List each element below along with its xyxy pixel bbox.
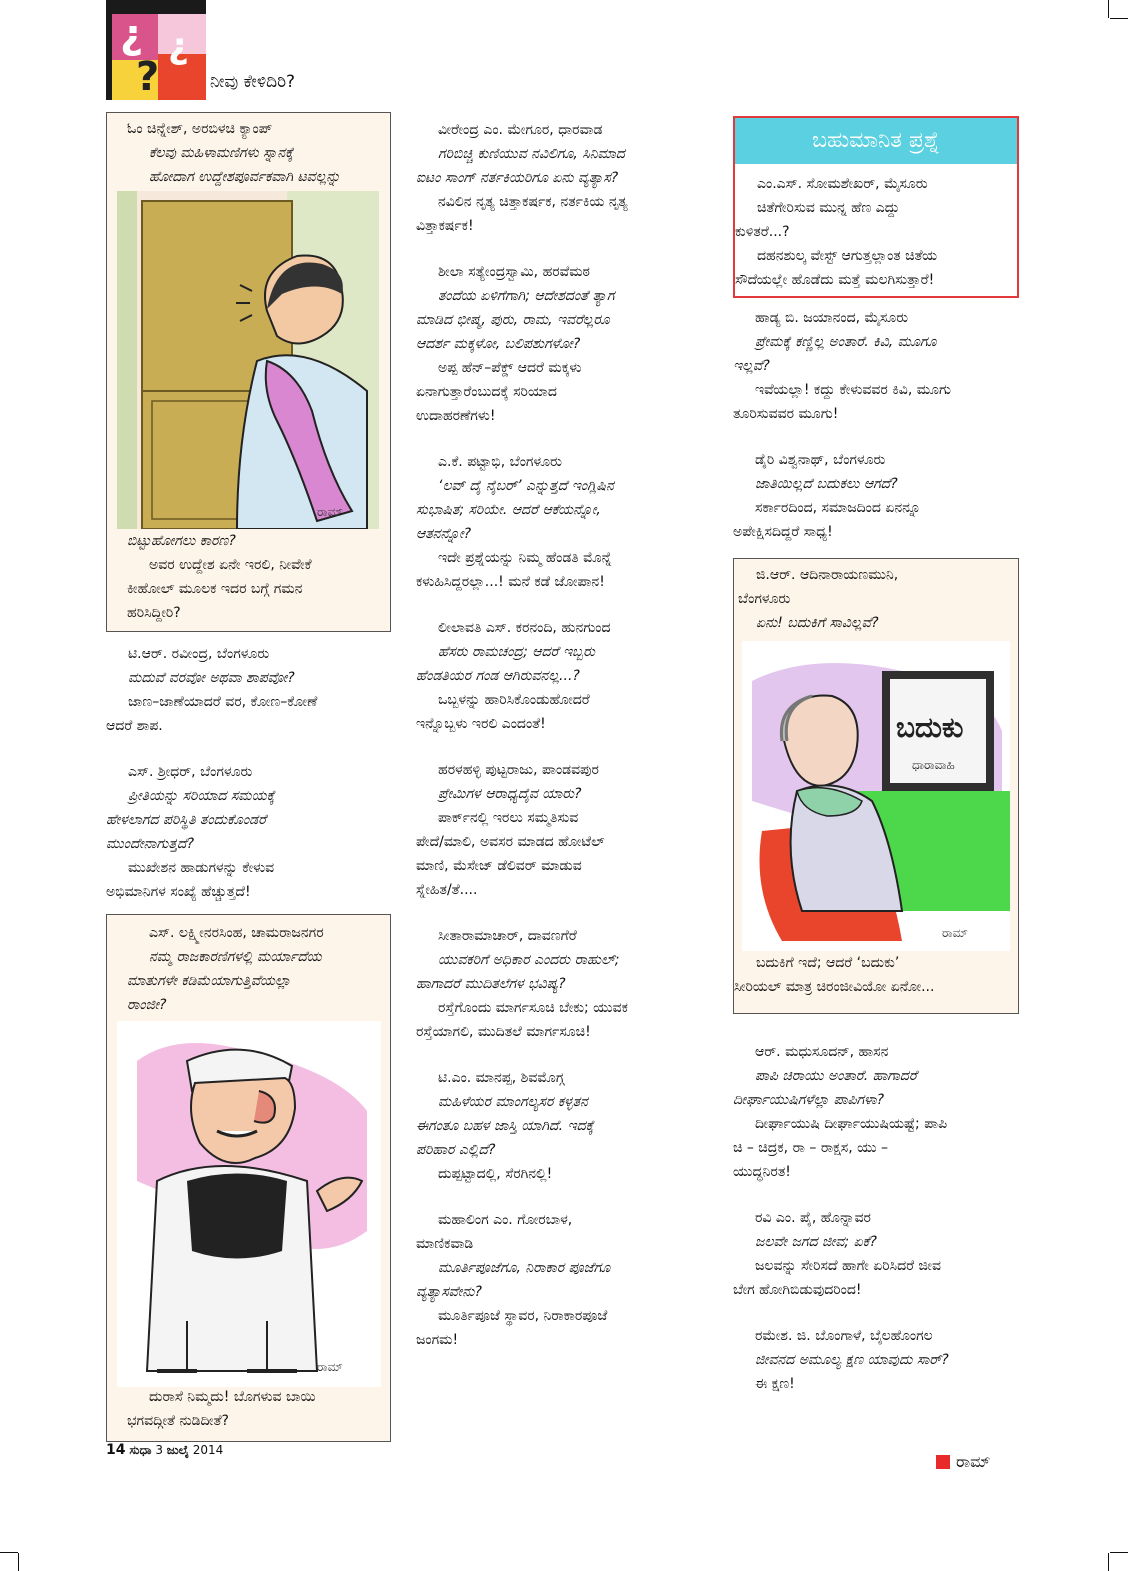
answer-text: ಒಬ್ಬಳನ್ನು ಹಾರಿಸಿಕೊಂಡುಹೋದರೆ [438, 692, 590, 708]
tv-watching-cartoon-illustration [742, 641, 1010, 951]
reader-name: ಸೀತಾರಾಮಾಚಾರ್, ದಾವಣಗೆರೆ [438, 928, 577, 944]
answer-text: ಕಳುಹಿಸಿದ್ದರಲ್ಲಾ...! ಮನೆ ಕಡೆ ಜೋಪಾನ! [416, 574, 605, 590]
magazine-name: ಸುಧಾ [129, 1443, 152, 1457]
question-text: ಆತನನ್ನೋ? [416, 526, 472, 542]
answer-text: ಅಭಿಮಾನಿಗಳ ಸಂಖ್ಯೆ ಹೆಚ್ಚುತ್ತದೆ! [106, 884, 251, 900]
question-text: ಜಾತಿಯಿಲ್ಲದೆ ಬದುಕಲು ಆಗದೆ? [755, 476, 898, 492]
author-mark-icon [936, 1455, 950, 1469]
question-text: ಜೀವನದ ಅಮೂಲ್ಯ ಕ್ಷಣ ಯಾವುದು ಸಾರ್? [755, 1352, 949, 1368]
reader-name: ಶೀಲಾ ಸತ್ಯೇಂದ್ರಸ್ವಾಮಿ, ಹರವೆಮಠ [438, 264, 590, 280]
answer-text: ದುರಾಸೆ ನಿಮ್ಮದು! ಬೊಗಳುವ ಬಾಯಿ [149, 1389, 316, 1405]
answer-text: ಭಗವದ್ಗೀತೆ ನುಡಿದೀತೆ? [127, 1413, 229, 1429]
reader-name: ಬೆಂಗಳೂರು [738, 591, 791, 607]
question-text: ಮಾಡಿದ ಭೀಷ್ಮ, ಪುರು, ರಾಮ, ಇವರೆಲ್ಲರೂ [416, 312, 610, 328]
crop-mark [0, 1552, 18, 1553]
answer-text: ಈ ಕ್ಷಣ! [755, 1376, 795, 1392]
crop-mark [1108, 0, 1109, 18]
qa-item [416, 758, 716, 902]
answer-text: ಇವೆಯಲ್ಲಾ! ಕದ್ದು ಕೇಳುವವರ ಕಿವಿ, ಮೂಗು [755, 382, 951, 398]
question-text: ಪ್ರೇಮಕ್ಕೆ ಕಣ್ಣಿಲ್ಲ ಅಂತಾರೆ. ಕಿವಿ, ಮೂಗೂ [755, 334, 937, 350]
answer-text: ಸ್ನೇಹಿತ/ತೆ.... [416, 882, 478, 898]
answer-text: ಸೌದೆಯಲ್ಲೇ ಹೊಡೆದು ಮತ್ತೆ ಮಲಗಿಸುತ್ತಾರೆ! [735, 272, 935, 288]
answer-text: ನವಿಲಿನ ನೃತ್ಯ ಚಿತ್ತಾಕರ್ಷಕ, ನರ್ತಕಿಯ ನೃತ್ಯ [438, 194, 628, 210]
qa-item [416, 1208, 716, 1352]
prize-question-heading: ಬಹುಮಾನಿತ ಪ್ರಶ್ನೆ [735, 118, 1017, 164]
answer-text: ರಸ್ತೆಗೊಂದು ಮಾರ್ಗಸೂಚಿ ಬೇಕು; ಯುವಕ [438, 1000, 628, 1016]
answer-text: ರಸ್ತೆಯಾಗಲಿ, ಮುದಿತಲೆ ಮಾರ್ಗಸೂಚಿ! [416, 1024, 591, 1040]
answer-text: ಜಾಣ–ಜಾಣೆಯಾದರೆ ವರ, ಕೋಣ–ಕೋಣೆ [128, 694, 318, 710]
reader-name: ಎ.ಕೆ. ಪಟ್ಟಾಭಿ, ಬೆಂಗಳೂರು [438, 454, 562, 470]
answer-text: ಅಪೇಕ್ಷಿಸದಿದ್ದರೆ ಸಾಧ್ಯ! [733, 524, 833, 540]
reader-name: ವೀರೇಂದ್ರ ಎಂ. ಮೇಗೂರ, ಧಾರವಾಡ [438, 122, 603, 138]
keyhole-cartoon-illustration [117, 191, 379, 529]
left-column-qa [106, 642, 396, 926]
qa-item [106, 760, 396, 904]
reader-name: ಜಿ.ಆರ್. ಆದಿನಾರಾಯಣಮುನಿ, [756, 567, 899, 583]
question-text: ಆದರ್ಶ ಮಕ್ಕಳೋ, ಬಲಿಪಶುಗಳೋ? [416, 336, 581, 352]
svg-text:¿: ¿ [120, 12, 144, 58]
question-text: ಸುಭಾಷಿತ; ಸರಿಯೇ. ಆದರೆ ಆಕೆಯನ್ನೋ, [416, 502, 601, 518]
question-text: ಐಟಂ ಸಾಂಗ್ ನರ್ತಕಿಯರಿಗೂ ಏನು ವ್ಯತ್ಯಾಸ? [416, 170, 619, 186]
svg-text:¿: ¿ [168, 26, 189, 67]
reader-name: ಮಾಣಿಕವಾಡಿ [416, 1236, 474, 1252]
question-text: ಪಾಪಿ ಚಿರಾಯು ಅಂತಾರೆ. ಹಾಗಾದರೆ [755, 1068, 917, 1084]
answer-text: ಮೂರ್ತಿಪೂಜೆ ಸ್ಥಾವರ, ನಿರಾಕಾರಪೂಜೆ [438, 1308, 608, 1324]
crop-mark [1110, 18, 1128, 19]
right-column-qa-bottom [733, 1040, 1033, 1418]
question-text: ಮುಂದೇನಾಗುತ್ತದೆ? [106, 836, 195, 852]
middle-column-qa [416, 118, 716, 1374]
reader-name: ಎಂ.ಎಸ್. ಸೋಮಶೇಖರ್, ಮೈಸೂರು [757, 176, 928, 192]
answer-text: ಹರಿಸಿದ್ದೀರಿ? [127, 605, 181, 621]
reader-name: ಎಸ್. ಶ್ರೀಧರ್, ಬೆಂಗಳೂರು [128, 764, 253, 780]
qa-item [416, 450, 716, 594]
qa-item [416, 260, 716, 428]
question-text: ನಮ್ಮ ರಾಜಕಾರಣಿಗಳಲ್ಲಿ ಮರ್ಯಾದೆಯ [149, 949, 322, 965]
answer-text: ಇನ್ನೊಬ್ಬಳು ಇರಲಿ ಎಂದಂತೆ! [416, 716, 546, 732]
answer-text: ದೀರ್ಘಾಯುಷಿ ದೀರ್ಘಾಯುಷಿಯಷ್ಟೆ; ಪಾಪಿ [755, 1116, 948, 1132]
question-text: ಚಿತೆಗೇರಿಸುವ ಮುನ್ನ ಹೆಣ ಎದ್ದು [757, 200, 900, 216]
qa-item [733, 448, 1033, 544]
qa-item [416, 1066, 716, 1186]
tv-screen-subtitle: ಧಾರಾವಾಹಿ [912, 758, 955, 772]
answer-text: ತೂರಿಸುವವರ ಮೂಗು! [733, 406, 839, 422]
politician-cartoon-illustration [117, 1021, 381, 1387]
page-footer [106, 1442, 223, 1458]
question-text: ಮಾತುಗಳೇ ಕಡಿಮೆಯಾಗುತ್ತಿವೆಯಲ್ಲಾ [127, 973, 291, 989]
qa-item [733, 1324, 1033, 1396]
qa-item [733, 1040, 1033, 1184]
reader-name: ಹರಳಹಳ್ಳಿ ಪುಟ್ಟರಾಜು, ಪಾಂಡವಪುರ [438, 762, 599, 778]
issue-day: 3 [155, 1443, 163, 1457]
question-text: ಪ್ರೇಮಿಗಳ ಆರಾಧ್ಯದೈವ ಯಾರು? [438, 786, 582, 802]
qa-item [733, 306, 1033, 426]
author-credit [936, 1452, 991, 1472]
question-text: ಹಾಗಾದರೆ ಮುದಿತಲೆಗಳ ಭವಿಷ್ಯ? [416, 976, 566, 992]
reader-name: ಹಾಡ್ಯ ಬಿ. ಜಯಾನಂದ, ಮೈಸೂರು [755, 310, 909, 326]
svg-text:ರಾಮ್: ರಾಮ್ [317, 1360, 343, 1374]
qa-box-with-cartoon [106, 112, 391, 632]
author-name: ರಾಮ್ [956, 1452, 991, 1471]
issue-month: ಜುಲೈ [166, 1443, 189, 1457]
reader-name: ಟಿ.ಆರ್. ರವೀಂದ್ರ, ಬೆಂಗಳೂರು [128, 646, 270, 662]
section-logo [106, 0, 206, 100]
question-text: ಹೆಸರು ರಾಮಚಂದ್ರ; ಆದರೆ ಇಬ್ಬರು [438, 644, 595, 660]
answer-text: ಅವರ ಉದ್ದೇಶ ಏನೇ ಇರಲಿ, ನೀವೇಕೆ [149, 557, 312, 573]
qa-box-with-cartoon [106, 914, 391, 1442]
qa-item [416, 924, 716, 1044]
question-text: ಹೇಳಲಾಗದ ಪರಿಸ್ಥಿತಿ ತಂದುಕೊಂಡರೆ [106, 812, 267, 828]
crop-mark [1110, 1552, 1128, 1553]
question-text: ರಾಂಜೀ? [127, 997, 167, 1013]
page-number: 14 [106, 1442, 126, 1458]
question-text: ದೀರ್ಘಾಯುಷಿಗಳೆಲ್ಲಾ ಪಾಪಿಗಳಾ? [733, 1092, 885, 1108]
question-text: ಯುವಕರಿಗೆ ಅಧಿಕಾರ ಎಂದರು ರಾಹುಲ್; [438, 952, 620, 968]
answer-text: ಸರ್ಕಾರದಿಂದ, ಸಮಾಜದಿಂದ ಏನನ್ನೂ [755, 500, 921, 516]
crop-mark [18, 1553, 19, 1571]
answer-text: ಜಲವನ್ನು ಸೇರಿಸದೆ ಹಾಗೇ ಏರಿಸಿದರೆ ಜೀವ [755, 1258, 941, 1274]
question-text: ತಂದೆಯ ಏಳಿಗೆಗಾಗಿ; ಆದೇಶದಂತೆ ತ್ಯಾಗ [438, 288, 615, 304]
question-text: ಹೆಂಡತಿಯರ ಗಂಡ ಆಗಿರುವನಲ್ಲ...? [416, 668, 580, 684]
svg-text:ರಾಮ್: ರಾಮ್ [317, 505, 343, 519]
reader-name: ಡೈರಿ ವಿಶ್ವನಾಥ್, ಬೆಂಗಳೂರು [755, 452, 886, 468]
answer-text: ವಿತ್ತಾಕರ್ಷಕ! [416, 218, 474, 234]
answer-text: ಅಪ್ಪ ಹೆನ್–ಪೆಕ್ಡ್ ಆದರೆ ಮಕ್ಕಳು [438, 360, 582, 376]
answer-text: ಬದುಕಿಗೆ ಇದೆ; ಆದರೆ ‘ಬದುಕು’ [756, 955, 900, 971]
reader-name: ಟಿ.ಎಂ. ಮಾನಪ್ಪ, ಶಿವಮೊಗ್ಗ [438, 1070, 565, 1086]
question-text: ಪ್ರೀತಿಯನ್ನು ಸರಿಯಾದ ಸಮಯಕ್ಕೆ [128, 788, 275, 804]
reader-name: ಆರ್. ಮಧುಸೂದನ್, ಹಾಸನ [755, 1044, 889, 1060]
reader-name: ಲೀಲಾವತಿ ಎಸ್. ಕರನಂದಿ, ಹುನಗುಂದ [438, 620, 611, 636]
section-title: ನೀವು ಕೇಳಿದಿರಿ? [210, 72, 296, 92]
question-text: ಬಿಟ್ಟುಹೋಗಲು ಕಾರಣ? [127, 533, 236, 549]
answer-text: ಮಾಣಿ, ಮೆಸೇಜ್ ಡೆಲಿವರ್ ಮಾಡುವ [416, 858, 582, 874]
answer-text: ಚಿ – ಚಿದ್ರಕ, ರಾ – ರಾಕ್ಷಸ, ಯು – [733, 1140, 888, 1156]
prize-question-box [733, 116, 1019, 298]
answer-text: ಏನಾಗುತ್ತಾರೆಂಬುದಕ್ಕೆ ಸರಿಯಾದ [416, 384, 557, 400]
answer-text: ಜಂಗಮ! [416, 1332, 459, 1348]
question-text: ಮೂರ್ತಿಪೂಜೆಗೂ, ನಿರಾಕಾರ ಪೂಜೆಗೂ [438, 1260, 611, 1276]
qa-box-with-cartoon [733, 558, 1019, 1014]
answer-text: ಆದರೆ ಶಾಪ. [106, 718, 163, 734]
qa-item [733, 1206, 1033, 1302]
reader-name: ಎಸ್. ಲಕ್ಷ್ಮೀನರಸಿಂಹ, ಚಾಮರಾಜನಗರ [149, 925, 324, 941]
svg-text:ರಾಮ್: ರಾಮ್ [942, 926, 968, 940]
right-column-qa-top [733, 306, 1033, 566]
qa-item [106, 642, 396, 738]
question-text: ‘ಲವ್ ದೈ ನೈಬರ್’ ಎನ್ನುತ್ತದೆ ಇಂಗ್ಲಿಷಿನ [438, 478, 614, 494]
svg-text:?: ? [136, 54, 160, 100]
question-text: ಜಲವೇ ಜಗದ ಜೀವ; ಏಕೆ? [755, 1234, 877, 1250]
qa-item [416, 616, 716, 736]
answer-text: ಯುದ್ಧನಿರತ! [733, 1164, 791, 1180]
question-text: ಮಹಿಳೆಯರ ಮಾಂಗಲ್ಯಸರ ಕಳ್ಳತನ [438, 1094, 588, 1110]
reader-name: ರವಿ ಎಂ. ಪೈ, ಹೊನ್ನಾವರ [755, 1210, 871, 1226]
answer-text: ಪೇದೆ/ಮಾಲಿ, ಅವಸರ ಮಾಡದ ಹೋಟೆಲ್ [416, 834, 605, 850]
question-text: ಕುಳಿತರೆ...? [735, 224, 790, 240]
question-text: ಮದುವೆ ವರವೋ ಅಥವಾ ಶಾಪವೋ? [128, 670, 295, 686]
reader-name: ಓಂ ಚಿನ್ನೇಶ್, ಅರಬಿಳಚಿ ಕ್ಯಾಂಪ್ [127, 121, 273, 137]
question-text: ಪರಿಹಾರ ಎಲ್ಲಿದೆ? [416, 1142, 496, 1158]
answer-text: ಮುಖೇಶನ ಹಾಡುಗಳನ್ನು ಕೇಳುವ [128, 860, 275, 876]
issue-year: 2014 [192, 1443, 224, 1457]
question-text: ಕೆಲವು ಮಹಿಳಾಮಣಿಗಳು ಸ್ನಾನಕ್ಕೆ [149, 145, 294, 161]
answer-text: ಬೇಗ ಹೋಗಿಬಿಡುವುದರಿಂದ! [733, 1282, 862, 1298]
answer-text: ಉದಾಹರಣೆಗಳು! [416, 408, 496, 424]
answer-text: ದಹನಶುಲ್ಕ ವೇಸ್ಟ್ ಆಗುತ್ತಲ್ಲಾಂತ ಚಿತೆಯ [757, 248, 938, 264]
question-text: ಏನು! ಬದುಕಿಗೆ ಸಾವಿಲ್ಲವೆ? [756, 615, 879, 631]
qa-item [416, 118, 716, 238]
answer-text: ಪಾರ್ಕ್‌ನಲ್ಲಿ ಇರಲು ಸಮ್ಮತಿಸುವ [438, 810, 579, 826]
question-text: ಈಗಂತೂ ಬಹಳ ಜಾಸ್ತಿ ಯಾಗಿದೆ. ಇದಕ್ಕೆ [416, 1118, 594, 1134]
question-text: ವ್ಯತ್ಯಾಸವೇನು? [416, 1284, 482, 1300]
reader-name: ರಮೇಶ. ಜಿ. ಬೊಂಗಾಳೆ, ಬೈಲಹೊಂಗಲ [755, 1328, 933, 1344]
answer-text: ದುಪ್ಪಟ್ಟಾದಲ್ಲಿ, ಸೆರಗಿನಲ್ಲಿ! [438, 1166, 553, 1182]
question-text: ಗರಿಬಿಚ್ಚಿ ಕುಣಿಯುವ ನವಿಲಿಗೂ, ಸಿನಿಮಾದ [438, 146, 625, 162]
question-text: ಹೋದಾಗ ಉದ್ದೇಶಪೂರ್ವಕವಾಗಿ ಟವಲ್ಲನ್ನು [149, 169, 341, 185]
answer-text: ಸೀರಿಯಲ್ ಮಾತ್ರ ಚಿರಂಜೀವಿಯೋ ಏನೋ... [734, 979, 935, 995]
answer-text: ಕೀಹೋಲ್ ಮೂಲಕ ಇದರ ಬಗ್ಗೆ ಗಮನ [127, 581, 303, 597]
answer-text: ಇದೇ ಪ್ರಶ್ನೆಯನ್ನು ನಿಮ್ಮ ಹೆಂಡತಿ ಮೊನ್ನೆ [438, 550, 612, 566]
question-text: ಇಲ್ಲವೆ? [733, 358, 770, 374]
tv-screen-title: ಬದುಕು [896, 711, 964, 744]
crop-mark [1108, 1553, 1109, 1571]
reader-name: ಮಹಾಲಿಂಗ ಎಂ. ಗೋರಬಾಳ, [438, 1212, 573, 1228]
